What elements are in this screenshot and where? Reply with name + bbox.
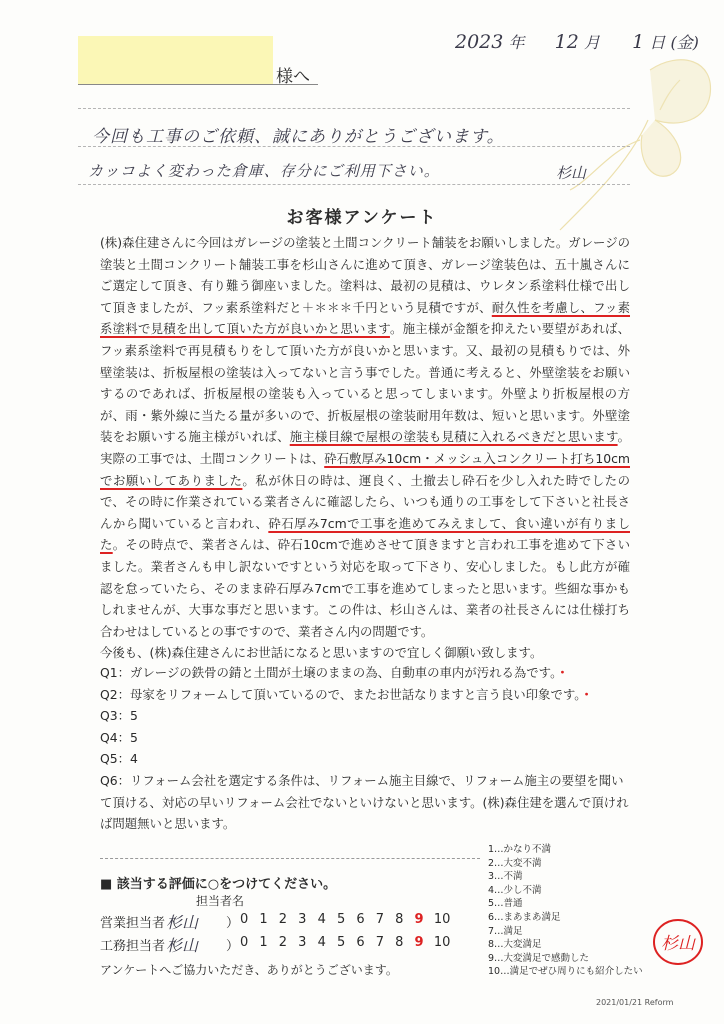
rating-row-sales <box>100 912 490 932</box>
rating-divider <box>100 858 480 859</box>
legend-item: 1…かなり不満 <box>488 844 552 855</box>
rating-option[interactable]: 2 <box>278 935 288 950</box>
answer-item <box>100 662 630 684</box>
answer-item <box>100 770 630 835</box>
answer-text: Q2：母家をリフォームして頂いているので、またお世話なりますと言う良い印象です。 <box>100 686 581 702</box>
rating-row-close: ） <box>226 916 240 931</box>
rating-title: ■ 該当する評価に○をつけてください。 <box>100 877 337 892</box>
date <box>455 30 715 53</box>
rating-option-selected[interactable]: 9 <box>414 935 424 950</box>
rating-option[interactable]: 3 <box>298 912 307 927</box>
answer-item <box>100 705 630 727</box>
underlined-phrase: 砕石敷厚み10cm・メッシュ入コンクリート打ち10cmでお願いしてありました <box>100 450 630 488</box>
staff-name-header: 担当者名 <box>196 894 245 908</box>
rating-scale[interactable] <box>240 935 453 950</box>
staff-signature: 杉山 <box>166 936 199 955</box>
rating-legend <box>488 843 658 979</box>
rating-option[interactable]: 4 <box>317 912 326 927</box>
underlined-phrase: 耐久性を考慮し、フッ素系塗料で見積を出して頂いた方が良いかと思います <box>100 299 630 337</box>
rating-row-label: 営業担当者（ <box>100 916 179 931</box>
answer-text: Q3：5 <box>100 708 138 724</box>
underlined-phrase: 砕石厚み7cmで工事を進めてみえまして、食い違いが有りました <box>100 515 630 553</box>
survey-answers <box>100 662 630 835</box>
signature-seal <box>650 914 706 970</box>
thanks-text: アンケートへご協力いただき、ありがとうございます。 <box>100 963 398 977</box>
legend-item: 4…少し不満 <box>488 884 542 896</box>
body-text-segment: 。実際の工事では、土間コンクリートは、 <box>100 429 630 466</box>
legend-item: 5…普通 <box>488 898 523 910</box>
body-text-segment: 。その時点で、業者さんは、砕石10cmで進めさせて頂きますと言われ工事を進めて下さいました。業者さんも申し訳ないですという対応を取って下さり、安心しました。もし此方が確認を怠っていたら、そのまま砕石厚み7cmで工事を進めてしまったと思います。些細な事かもしれませんが、大事な事だと思います。この件は、杉山さんは、業者の社長さんには仕様打ち合わせはしているとの事ですので、業者さん内の問題です。 <box>100 537 631 639</box>
body-text-segment: (株)森住建さんに今回はガレージの塗装と土間コンクリート舗装をお願いしました。ガレージの塗装と土間コンクリート舗装工事を杉山さんに進めて頂き、ガレージ塗装色は、五十嵐さんにご選定して頂き、有り難う御座いました。塗料は、最初の見積は、ウレタン系塗料仕様で出して頂きましたが、フッ素系塗料だと＋＊＊＊千円という見積ですが、 <box>100 235 630 315</box>
answer-text: Q5：4 <box>100 751 138 767</box>
body-text-segment: 。私が休日の時は、運良く、土撤去し砕石を少し入れた時でしたので、その時に作業されている業者さんに確認したら、いつも通りの工事をして下さいと社長さんから聞いていると言われ、 <box>100 472 631 531</box>
legend-item: 10…満足でぜひ周りにも紹介したい <box>488 966 643 978</box>
rating-option[interactable]: 1 <box>259 935 268 950</box>
answer-text: Q1：ガレージの鉄骨の錆と土間が土壌のままの為、自動車の車内が汚れる為です。 <box>100 665 557 680</box>
rating-option[interactable]: 0 <box>240 935 249 950</box>
legend-item: 2…大変不満 <box>488 857 542 869</box>
recipient-name-redacted <box>78 36 273 84</box>
date-day: 1 <box>632 31 645 53</box>
rating-option[interactable]: 6 <box>356 912 365 927</box>
answer-text: Q4：5 <box>100 729 138 745</box>
legend-item: 8…大変満足 <box>488 939 542 951</box>
date-day-unit: 日 <box>649 33 666 52</box>
rating-option-selected[interactable]: 9 <box>414 912 424 927</box>
underlined-phrase: 施主様目線で屋根の塗装も見積に入れるべきだと思います <box>289 429 618 445</box>
answer-item <box>100 684 630 706</box>
answer-item <box>100 727 630 749</box>
date-year-unit: 年 <box>508 33 525 52</box>
legend-item: 7…満足 <box>488 925 523 937</box>
message-rule <box>78 108 630 109</box>
rating-option[interactable]: 2 <box>278 912 288 927</box>
date-weekday: (金) <box>670 33 699 52</box>
message-rule <box>78 184 630 185</box>
answer-text: Q6：リフォーム会社を選定する条件は、リフォーム施主目線で、リフォーム施主の要望を聞いて頂ける、対応の早いリフォーム会社でないといけないと思います。(株)森住建を選んで頂ければ問題無いと思います。 <box>100 772 629 832</box>
rating-option[interactable]: 10 <box>433 935 451 950</box>
rating-option[interactable]: 0 <box>240 912 249 927</box>
legend-item: 3…不満 <box>488 871 523 883</box>
red-check-mark: ・ <box>580 686 593 702</box>
handwritten-message-line-2: カッコよく変わった倉庫、存分にご利用下さい。 <box>88 162 440 180</box>
date-year: 2023 <box>455 31 504 53</box>
rating-row-close: ） <box>226 939 240 954</box>
recipient-suffix: 様へ <box>276 67 310 87</box>
rating-option[interactable]: 8 <box>395 935 404 950</box>
staff-signature: 杉山 <box>166 913 199 932</box>
rating-option[interactable]: 3 <box>298 935 307 950</box>
red-check-mark: ・ <box>556 665 569 680</box>
rating-option[interactable]: 6 <box>356 935 365 950</box>
rating-option[interactable]: 8 <box>395 912 404 927</box>
survey-paragraph <box>100 232 630 642</box>
body-text-segment: 。施主様が金額を抑えたい要望があれば、フッ素系塗料で再見積もりをして頂いた方が良いかと思います。又、最初の見積もりでは、外壁塗装は、折板屋根の塗装は入ってないと言う事でした。普通に考えると、外壁塗装をお願いするのであれば、折板屋根の塗装も入っていると思ってしまいます。外壁より折板屋根の方が、雨・紫外線に当たる量が多いので、折板屋根の塗装耐用年数は、短いと思います。外壁塗装をお願いする施主様がいれば、 <box>100 321 631 445</box>
survey-body <box>100 232 630 664</box>
survey-title: お客様アンケート <box>286 208 438 228</box>
handwritten-message-line-1: 今回も工事のご依頼、誠にありがとうございます。 <box>92 127 505 147</box>
rating-scale[interactable] <box>240 912 453 927</box>
rating-row-construction <box>100 935 490 955</box>
rating-option[interactable]: 10 <box>433 912 451 927</box>
rating-option[interactable]: 5 <box>336 935 346 950</box>
rating-row-label: 工務担当者（ <box>100 939 179 954</box>
legend-item: 9…大変満足で感動した <box>488 952 590 964</box>
rating-option[interactable]: 7 <box>375 935 385 950</box>
rating-option[interactable]: 7 <box>375 912 385 927</box>
answer-item <box>100 748 630 770</box>
handwritten-signature: 杉山 <box>556 164 587 182</box>
date-month-unit: 月 <box>583 33 600 52</box>
rating-option[interactable]: 4 <box>317 935 326 950</box>
seal-text: 杉山 <box>661 934 695 954</box>
rating-option[interactable]: 5 <box>336 912 346 927</box>
legend-item: 6…まあまあ満足 <box>488 911 561 923</box>
form-code: 2021/01/21 Reform <box>596 998 674 1007</box>
rating-option[interactable]: 1 <box>259 912 268 927</box>
survey-closing: 今後も、(株)森住建さんにお世話になると思いますので宜しく御願い致します。 <box>100 645 543 661</box>
date-month: 12 <box>554 31 579 53</box>
